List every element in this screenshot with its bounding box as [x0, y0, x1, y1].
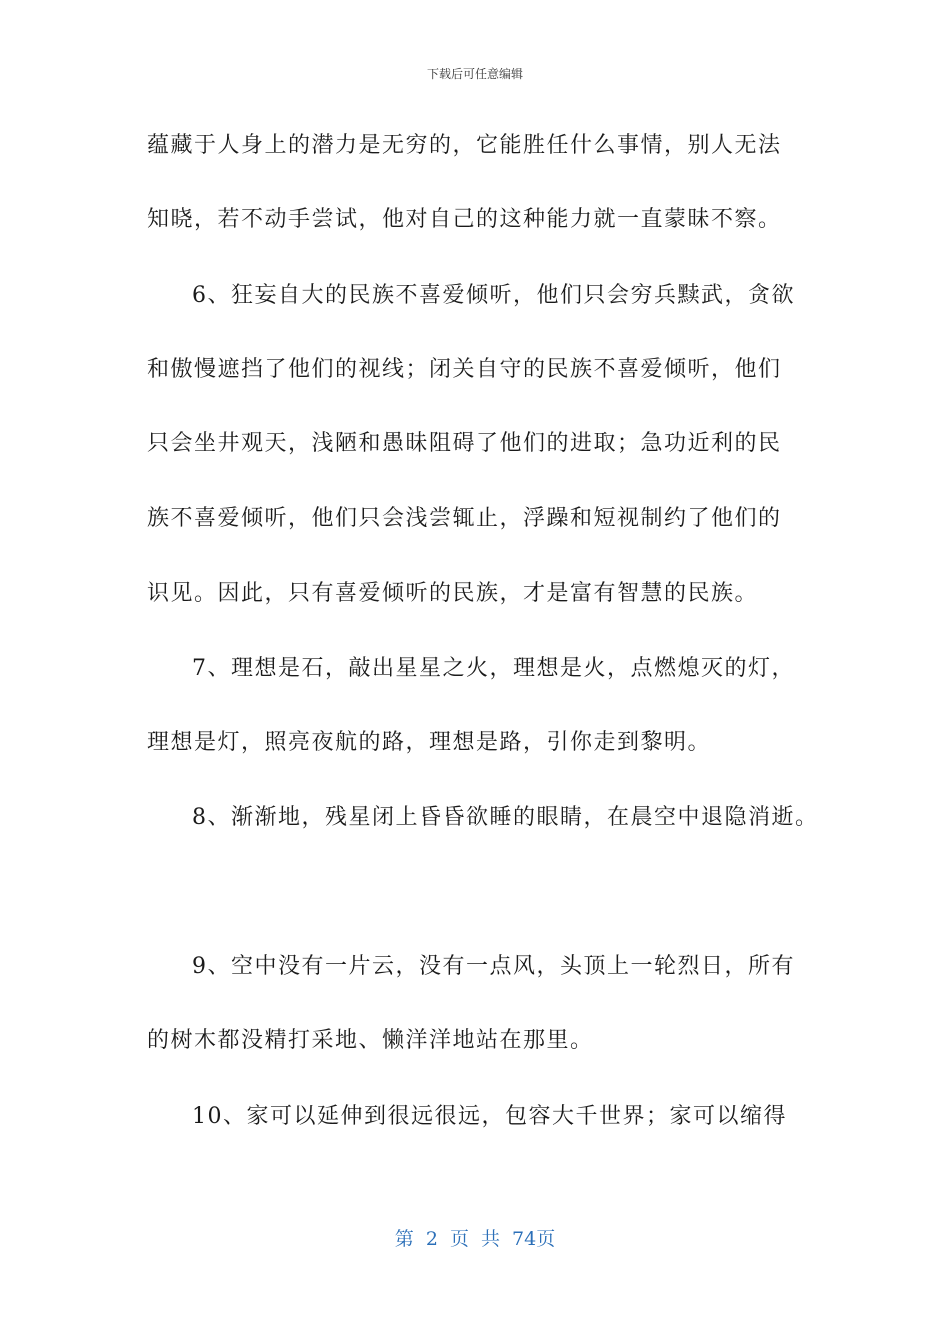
body-line: 识见。因此，只有喜爱倾听的民族，才是富有智慧的民族。 — [147, 581, 759, 606]
body-line: 只会坐井观天，浅陋和愚昧阻碍了他们的进取；急功近利的民 — [147, 431, 782, 456]
body-line: 族不喜爱倾听，他们只会浅尝辄止，浮躁和短视制约了他们的 — [147, 506, 782, 531]
body-line: 知晓，若不动手尝试，他对自己的这种能力就一直蒙昧不察。 — [147, 207, 782, 232]
body-line: 蕴藏于人身上的潜力是无穷的，它能胜任什么事情，别人无法 — [147, 133, 782, 158]
page-number: 第 2 页 共 74页 — [394, 1228, 556, 1250]
body-line: 7、理想是石，敲出星星之火，理想是火，点燃熄灭的灯， — [192, 656, 795, 681]
body-line: 10、家可以延伸到很远很远，包容大千世界；家可以缩得 — [192, 1104, 787, 1129]
body-line: 9、空中没有一片云，没有一点风，头顶上一轮烈日，所有 — [192, 954, 795, 979]
header-note: 下载后可任意编辑 — [426, 67, 523, 81]
body-line: 的树木都没精打采地、懒洋洋地站在那里。 — [147, 1028, 594, 1053]
body-line: 6、狂妄自大的民族不喜爱倾听，他们只会穷兵黩武，贪欲 — [192, 283, 795, 308]
body-line: 和傲慢遮挡了他们的视线；闭关自守的民族不喜爱倾听，他们 — [147, 357, 782, 382]
body-line: 8、渐渐地，残星闭上昏昏欲睡的眼睛，在晨空中退隐消逝。 — [192, 805, 819, 830]
body-line: 理想是灯，照亮夜航的路，理想是路，引你走到黎明。 — [147, 730, 712, 755]
